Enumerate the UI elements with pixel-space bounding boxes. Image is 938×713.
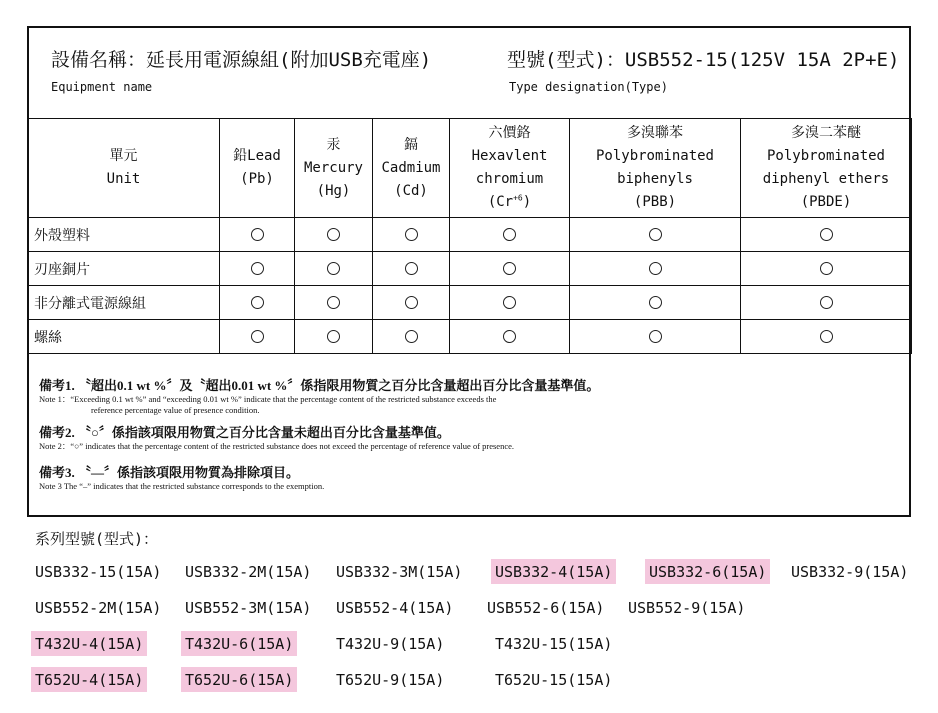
circle-mark-icon <box>820 330 833 343</box>
mark-value <box>662 295 663 296</box>
circle-mark-icon <box>503 330 516 343</box>
series-row <box>35 667 935 703</box>
series-label: 系列型號(型式)： <box>35 530 159 548</box>
circle-mark-icon <box>405 330 418 343</box>
presence-mark-cell <box>295 320 373 354</box>
highlighted-model-item: T432U-6(15A) <box>181 631 297 656</box>
series-model-list <box>35 559 935 703</box>
presence-mark-cell <box>220 286 295 320</box>
mark-value <box>516 329 517 330</box>
substance-header-line: 鉛Lead <box>233 148 281 164</box>
circle-mark-icon <box>251 330 264 343</box>
mark-value <box>418 261 419 262</box>
presence-mark-cell <box>450 218 570 252</box>
mark-value <box>833 227 834 228</box>
highlighted-model-item: T652U-6(15A) <box>181 667 297 692</box>
unit-header-zh: 單元 <box>109 148 138 164</box>
substance-header-line: Hexavlent <box>471 148 548 164</box>
note-zh: 備考2. 〝○〞係指該項限用物質之百分比含量未超出百分比含量基準值。 <box>39 425 450 440</box>
table-body <box>28 218 912 354</box>
substance-header-line: Polybrominated <box>766 148 885 164</box>
chromium-close: ) <box>522 194 532 210</box>
model-item: T652U-9(15A) <box>336 671 445 689</box>
circle-mark-icon <box>649 262 662 275</box>
presence-mark-cell <box>570 218 741 252</box>
note-en: Note 3 The “–” indicates that the restricted substance corresponds to the exemption. <box>39 481 325 491</box>
type-designation-en: Type designation(Type) <box>509 80 668 94</box>
mark-value <box>516 261 517 262</box>
mark-value <box>340 329 341 330</box>
model-item: USB552-6(15A) <box>487 599 605 617</box>
presence-mark-cell <box>295 286 373 320</box>
substance-header-mercury <box>295 119 373 218</box>
presence-mark-cell <box>295 252 373 286</box>
mark-value <box>264 227 265 228</box>
circle-mark-icon <box>251 228 264 241</box>
substance-header-chromium <box>450 119 570 218</box>
presence-mark-cell <box>570 252 741 286</box>
mark-value <box>264 261 265 262</box>
model-item: USB552-9(15A) <box>628 599 746 617</box>
circle-mark-icon <box>503 262 516 275</box>
model-item: USB332-15(15A) <box>35 563 162 581</box>
series-models-section <box>35 528 935 703</box>
substance-header-pbde <box>741 119 912 218</box>
circle-mark-icon <box>649 330 662 343</box>
notes-section <box>39 375 899 492</box>
model-item: T432U-15(15A) <box>495 635 613 653</box>
note-block <box>39 375 899 416</box>
substance-header-line: (PBB) <box>633 194 677 210</box>
substance-header-line: (Hg) <box>316 182 351 199</box>
mark-value <box>418 295 419 296</box>
circle-mark-icon <box>327 262 340 275</box>
chromium-valence: +6 <box>513 193 523 203</box>
note-en: Note 2：“○” indicates that the percentage content of the restricted substance does not exceed the percentage of reference value of presence. <box>39 441 514 451</box>
declaration-frame <box>27 26 911 517</box>
substance-header-line: biphenyls <box>617 171 693 187</box>
highlighted-model-item: T432U-4(15A) <box>31 631 147 656</box>
highlighted-model-item: USB332-6(15A) <box>645 559 770 584</box>
mark-value <box>340 261 341 262</box>
table-row <box>28 218 912 252</box>
table-row <box>28 320 912 354</box>
substance-header-line: (Cd) <box>394 182 428 199</box>
model-item: T652U-15(15A) <box>495 671 613 689</box>
mark-value <box>833 295 834 296</box>
circle-mark-icon <box>327 228 340 241</box>
mark-value <box>418 227 419 228</box>
highlighted-model-item: T652U-4(15A) <box>31 667 147 692</box>
substance-header-line: diphenyl ethers <box>762 171 890 187</box>
mark-value <box>340 227 341 228</box>
restricted-substance-table <box>27 118 912 354</box>
circle-mark-icon <box>405 296 418 309</box>
model-item: T432U-9(15A) <box>336 635 445 653</box>
mark-value <box>340 295 341 296</box>
circle-mark-icon <box>649 228 662 241</box>
mark-value <box>833 329 834 330</box>
substance-header-line: Mercury <box>303 159 363 176</box>
model-item: USB332-2M(15A) <box>185 563 312 581</box>
mark-value <box>662 227 663 228</box>
circle-mark-icon <box>820 262 833 275</box>
substance-header-line: Cadmium <box>381 159 441 176</box>
presence-mark-cell <box>741 286 912 320</box>
table-row <box>28 286 912 320</box>
circle-mark-icon <box>327 330 340 343</box>
mark-value <box>264 295 265 296</box>
substance-header-cadmium <box>373 119 450 218</box>
model-item: USB552-2M(15A) <box>35 599 162 617</box>
table-row <box>28 252 912 286</box>
presence-mark-cell <box>220 218 295 252</box>
title-row <box>29 28 909 119</box>
note-block <box>39 462 899 492</box>
model-item: USB552-3M(15A) <box>185 599 312 617</box>
presence-mark-cell <box>570 320 741 354</box>
substance-header-pbb <box>570 119 741 218</box>
presence-mark-cell <box>450 252 570 286</box>
part-name-cell: 刃座銅片 <box>28 252 220 286</box>
substance-header-line: 多溴二苯醚 <box>791 125 861 141</box>
substance-header-line <box>450 191 569 214</box>
note-block <box>39 422 899 452</box>
circle-mark-icon <box>503 228 516 241</box>
mark-value <box>264 329 265 330</box>
circle-mark-icon <box>405 262 418 275</box>
circle-mark-icon <box>251 262 264 275</box>
note-zh: 備考1. 〝超出0.1 wt %〞及〝超出0.01 wt %〞係指限用物質之百分比含量超出百分比含量基準值。 <box>39 378 600 393</box>
circle-mark-icon <box>327 296 340 309</box>
mark-value <box>662 261 663 262</box>
equipment-name-zh: 設備名稱：延長用電源線組(附加USB充電座) <box>51 49 432 71</box>
presence-mark-cell <box>295 218 373 252</box>
note-en: reference percentage value of presence condition. <box>91 405 260 415</box>
equipment-name-en: Equipment name <box>51 80 153 94</box>
presence-mark-cell <box>741 320 912 354</box>
substance-header-line: 汞 <box>326 136 341 153</box>
presence-mark-cell <box>373 218 450 252</box>
circle-mark-icon <box>820 296 833 309</box>
part-name-cell: 非分離式電源線組 <box>28 286 220 320</box>
substance-header-line: 鎘 <box>404 136 418 153</box>
circle-mark-icon <box>251 296 264 309</box>
presence-mark-cell <box>373 252 450 286</box>
presence-mark-cell <box>741 252 912 286</box>
series-row <box>35 595 935 631</box>
circle-mark-icon <box>503 296 516 309</box>
circle-mark-icon <box>649 296 662 309</box>
presence-mark-cell <box>373 286 450 320</box>
unit-header-en: Unit <box>106 171 141 187</box>
substance-header-line: (PBDE) <box>800 194 852 210</box>
substance-header-line: 多溴聯苯 <box>627 125 683 141</box>
type-designation-zh: 型號(型式)：USB552-15(125V 15A 2P+E) <box>507 49 900 71</box>
presence-mark-cell <box>450 320 570 354</box>
table-header-row <box>28 119 912 218</box>
note-en: Note 1：“Exceeding 0.1 wt %” and “exceeding 0.01 wt %” indicate that the percentage content of the restricted substance exceeds the <box>39 394 497 404</box>
mark-value <box>833 261 834 262</box>
mark-value <box>418 329 419 330</box>
mark-value <box>516 295 517 296</box>
highlighted-model-item: USB332-4(15A) <box>491 559 616 584</box>
note-zh: 備考3. 〝—〞係指該項限用物質為排除項目。 <box>39 465 300 480</box>
series-row <box>35 559 935 595</box>
mark-value <box>516 227 517 228</box>
substance-header-lead <box>220 119 295 218</box>
presence-mark-cell <box>220 320 295 354</box>
mark-value <box>662 329 663 330</box>
substance-header-line: chromium <box>475 171 544 187</box>
part-name-cell: 外殼塑料 <box>28 218 220 252</box>
model-item: USB552-4(15A) <box>336 599 454 617</box>
unit-header <box>28 119 220 218</box>
series-row <box>35 631 935 667</box>
presence-mark-cell <box>570 286 741 320</box>
presence-mark-cell <box>373 320 450 354</box>
model-item: USB332-3M(15A) <box>336 563 463 581</box>
presence-mark-cell <box>450 286 570 320</box>
substance-header-line: 六價鉻 <box>488 125 531 141</box>
presence-mark-cell <box>220 252 295 286</box>
part-name-cell: 螺絲 <box>28 320 220 354</box>
model-item: USB332-9(15A) <box>791 563 909 581</box>
circle-mark-icon <box>405 228 418 241</box>
substance-header-line: (Pb) <box>240 171 274 187</box>
presence-mark-cell <box>741 218 912 252</box>
substance-header-line: Polybrominated <box>595 148 714 164</box>
chromium-symbol: (Cr <box>487 194 514 210</box>
circle-mark-icon <box>820 228 833 241</box>
